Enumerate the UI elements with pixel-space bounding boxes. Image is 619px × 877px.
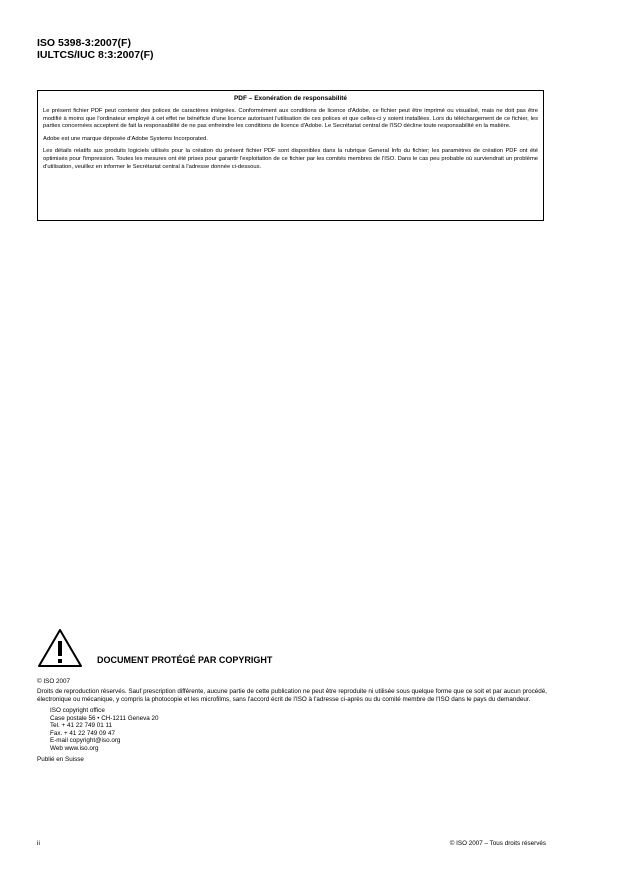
pdf-disclaimer-box <box>37 90 544 221</box>
footer-copyright: © ISO 2007 – Tous droits réservés <box>449 840 546 847</box>
standard-number-iultcs: IULTCS/IUC 8:3:2007(F) <box>37 48 154 61</box>
copyright-notice: © ISO 2007 <box>37 678 70 685</box>
warning-icon <box>37 628 83 668</box>
published-in: Publié en Suisse <box>37 755 84 763</box>
address-line-postal: Case postale 56 • CH-1211 Geneva 20 <box>50 714 159 722</box>
reproduction-rights-text: Droits de reproduction réservés. Sauf prescription différente, aucune partie de cette publication ne peut être reproduite ni utilisée sous quelque forme que ce soit et par aucun procédé, électronique ou mécanique, y compris la photocopie et les microfilms, sans l'accord écrit de l'ISO à l'adresse ci-après ou du comité membre de l'ISO dans le pays du demandeur. <box>37 688 547 703</box>
iso-copyright-office-address <box>37 707 547 753</box>
page-number: ii <box>37 840 40 847</box>
disclaimer-paragraph-trademark: Adobe est une marque déposée d'Adobe Systems Incorporated. <box>43 135 208 142</box>
address-line-web: Web www.iso.org <box>50 744 99 752</box>
copyright-section <box>37 678 547 764</box>
standard-number-iso: ISO 5398-3:2007(F) <box>37 37 131 49</box>
address-line-office: ISO copyright office <box>50 707 105 714</box>
address-line-tel: Tel. + 41 22 749 01 11 <box>50 722 113 730</box>
disclaimer-paragraph-license: Le présent fichier PDF peut contenir des polices de caractères intégrées. Conformément aux conditions de licence d'Adobe, ce fichier peut être imprimé ou visualisé, mais ne doit pas être modifié à moins que l'ordinateur employé à cet effet ne bénéficie d'une licence autorisant l'utilisation de ces polices et que celles-ci y soient installées. Lors du téléchargement de ce fichier, les parties concernées acceptent de fait la responsabilité de ne pas enfreindre les conditions de licence d'Adobe. Le Secrétariat central de l'ISO décline toute responsabilité en la matière. <box>43 108 538 130</box>
disclaimer-paragraph-software: Les détails relatifs aux produits logiciels utilisés pour la création du présent fichier PDF sont disponibles dans la rubrique General Info du fichier; les paramètres de création PDF ont été optimisés pour l'impression. Toutes les mesures ont été prises pour garantir l'exploitation de ce fichier par les comités membres de l'ISO. Dans le cas peu probable où surviendrait un problème d'utilisation, veuillez en informer le Secrétariat central à l'adresse donnée ci-dessous. <box>43 148 538 170</box>
disclaimer-title: PDF – Exonération de responsabilité <box>233 95 348 102</box>
document-identifier <box>37 38 154 61</box>
address-line-email: E-mail copyright@iso.org <box>50 737 121 745</box>
address-line-fax: Fax. + 41 22 749 09 47 <box>50 729 115 737</box>
copyright-heading: DOCUMENT PROTÉGÉ PAR COPYRIGHT <box>97 655 273 665</box>
